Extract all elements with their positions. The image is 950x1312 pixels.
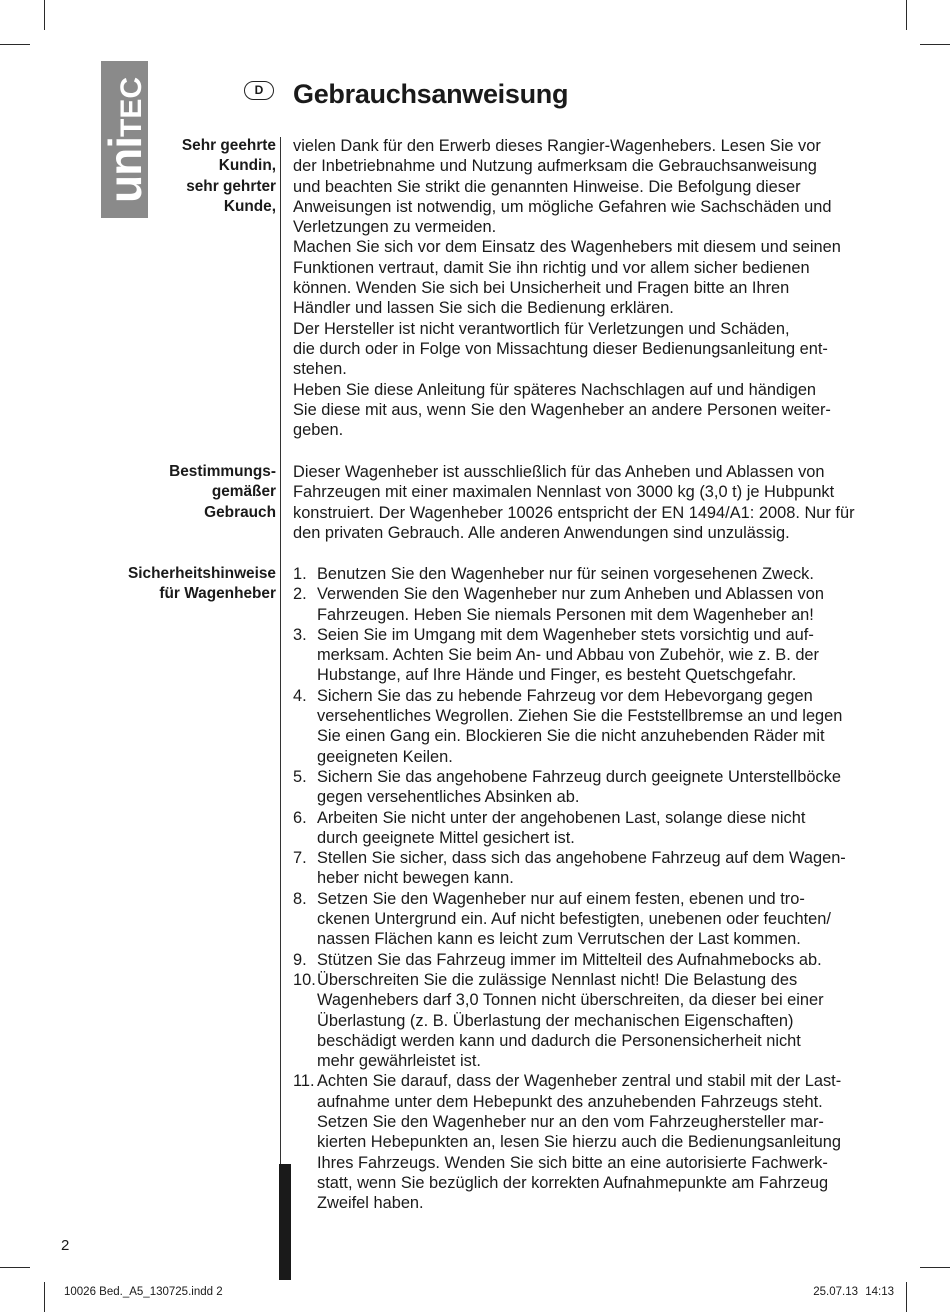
item-number: 3. xyxy=(293,625,307,644)
item-text: Stützen Sie das Fahrzeug immer im Mittelteil des Aufnahmebocks ab. xyxy=(317,950,822,969)
item-number: 10. xyxy=(293,970,316,989)
crop-mark-top-right-h xyxy=(920,44,950,45)
item-number: 2. xyxy=(293,585,307,604)
crop-mark-bottom-right xyxy=(906,1282,907,1312)
column-divider-bar xyxy=(279,1164,291,1280)
list-item xyxy=(293,564,863,584)
crop-mark-bottom-left xyxy=(44,1282,45,1312)
item-text: Benutzen Sie den Wagenheber nur für seinen vorgesehenen Zweck. xyxy=(317,565,814,583)
item-text: Arbeiten Sie nicht unter der angehobenen Last, solange diese nicht durch geeignete Mittel gesichert ist. xyxy=(317,808,806,847)
list-item xyxy=(293,625,863,686)
item-text: Setzen Sie den Wagenheber nur auf einem festen, ebenen und tro- ckenen Untergrund ein. Auf nicht befestigten, unebenen oder feuchten/ nassen Flächen kann es leicht zum Verrutschen der Last kommen. xyxy=(317,889,831,949)
item-text: Seien Sie im Umgang mit dem Wagenheber stets vorsichtig und auf- merksam. Achten Sie beim An- und Abbau von Zubehör, wie z. B. der Hubstange, auf Ihre Hände und Finger, es besteht Quetschgefahr. xyxy=(317,625,820,685)
item-number: 7. xyxy=(293,849,307,868)
safety-label: Sicherheitshinweise für Wagenheber xyxy=(128,565,276,603)
crop-mark-top-right xyxy=(906,0,907,30)
brand-wordmark xyxy=(98,76,151,203)
item-text: Verwenden Sie den Wagenheber nur zum Anheben und Ablassen von Fahrzeugen. Heben Sie niemals Personen mit dem Wagenheber an! xyxy=(317,585,824,624)
brand-logo xyxy=(98,61,151,218)
safety-instructions-list xyxy=(293,564,863,1214)
crop-mark-bottom-right-h xyxy=(920,1267,950,1268)
brand-tec: TEC xyxy=(114,76,148,137)
intended-use-paragraph: Dieser Wagenheber ist ausschließlich für das Anheben und Ablassen von Fahrzeugen mit einer maximalen Nennlast von 3000 kg (3,0 t) je Hubpunkt konstruiert. Der Wagenheber 10026 entspricht der EN 1494/A1: 2008. Nur für den privaten Gebrauch. Alle anderen Anwendungen sind unzulässig. xyxy=(293,463,855,542)
crop-mark-top-left xyxy=(44,0,45,30)
footer-file-name: 10026 Bed._A5_130725.indd 2 xyxy=(64,1286,223,1298)
item-number: 11. xyxy=(293,1072,315,1091)
greeting-paragraph: Der Hersteller ist nicht verantwortlich für Verletzungen und Schäden, die durch oder in Folge von Missachtung dieser Bedienungsanleitung ent- stehen. xyxy=(293,319,828,379)
greeting-text xyxy=(293,136,863,440)
list-item xyxy=(293,1071,863,1213)
brand-uni: uni xyxy=(98,136,151,203)
list-item xyxy=(293,970,863,1071)
list-item xyxy=(293,767,863,808)
column-divider xyxy=(280,137,281,1164)
item-number: 6. xyxy=(293,808,307,827)
item-number: 9. xyxy=(293,950,307,969)
greeting-paragraph: Heben Sie diese Anleitung für späteres Nachschlagen auf und händigen Sie diese mit aus, wenn Sie den Wagenheber an andere Personen weiter- geben. xyxy=(293,380,831,440)
item-text: Überschreiten Sie die zulässige Nennlast nicht! Die Belastung des Wagenhebers darf 3,0 Tonnen nicht überschreiten, da dieser bei einer Überlastung (z. B. Überlastung der mechanischen Eigenschaften) beschädigt werden kann und dadurch die Personensicherheit nicht mehr gewährleistet ist. xyxy=(317,970,824,1071)
list-item xyxy=(293,808,863,849)
item-text: Sichern Sie das angehobene Fahrzeug durch geeignete Unterstellböcke gegen versehentliches Absinken ab. xyxy=(317,767,841,807)
intended-use-label: Bestimmungs- gemäßer Gebrauch xyxy=(169,463,276,521)
footer-date-time: 25.07.13 14:13 xyxy=(813,1286,894,1298)
list-item xyxy=(293,686,863,767)
list-item xyxy=(293,848,863,889)
crop-mark-bottom-left-h xyxy=(0,1267,30,1268)
page-number: 2 xyxy=(61,1237,70,1254)
greeting-label: Sehr geehrte Kundin, sehr gehrter Kunde, xyxy=(181,137,276,215)
page-title: Gebrauchsanweisung xyxy=(293,79,569,109)
item-number: 5. xyxy=(293,767,307,786)
item-number: 4. xyxy=(293,686,307,705)
item-number: 8. xyxy=(293,889,307,908)
greeting-paragraph: vielen Dank für den Erwerb dieses Rangier-Wagenhebers. Lesen Sie vor der Inbetriebnahme und Nutzung aufmerksam die Gebrauchsanweisung und beachten Sie strikt die genannten Hinweise. Die Befolgung dieser Anweisungen ist notwendig, um mögliche Gefahren wie Sachschäden und Verletzungen zu vermeiden. xyxy=(293,137,832,237)
item-text: Stellen Sie sicher, dass sich das angehobene Fahrzeug auf dem Wagen- heber nicht bewegen kann. xyxy=(317,849,846,888)
item-text: Achten Sie darauf, dass der Wagenheber zentral und stabil mit der Last- aufnahme unter dem Hebepunkt des anzuhebenden Fahrzeugs steht. Setzen Sie den Wagenheber nur an den vom Fahrzeughersteller mar- kierten Hebepunkten an, lesen Sie hierzu auch die Bedienungsanleitung Ihres Fahrzeugs. Wenden Sie sich bitte an eine autorisierte Fachwerk- statt, wenn Sie bezüglich der korrekten Aufnahmepunkte am Fahrzeug Zweifel haben. xyxy=(317,1072,842,1213)
intended-use-text xyxy=(293,462,863,543)
greeting-paragraph: Machen Sie sich vor dem Einsatz des Wagenhebers mit diesem und seinen Funktionen vertraut, damit Sie ihn richtig und vor allem sicher bedienen können. Wenden Sie sich bei Unsicherheit und Fragen bitte an Ihren Händler und lassen Sie sich die Bedienung erklären. xyxy=(293,238,841,318)
crop-mark-top-left-h xyxy=(0,44,30,45)
list-item xyxy=(293,584,863,625)
item-text: Sichern Sie das zu hebende Fahrzeug vor dem Hebevorgang gegen versehentliches Wegrollen. Ziehen Sie die Feststellbremse an und legen Sie einen Gang ein. Blockieren Sie die nicht anzuhebenden Räder mit geeigneten Keilen. xyxy=(317,686,843,766)
list-item xyxy=(293,889,863,950)
list-item xyxy=(293,950,863,970)
item-number: 1. xyxy=(293,565,307,583)
language-badge: D xyxy=(244,81,274,100)
